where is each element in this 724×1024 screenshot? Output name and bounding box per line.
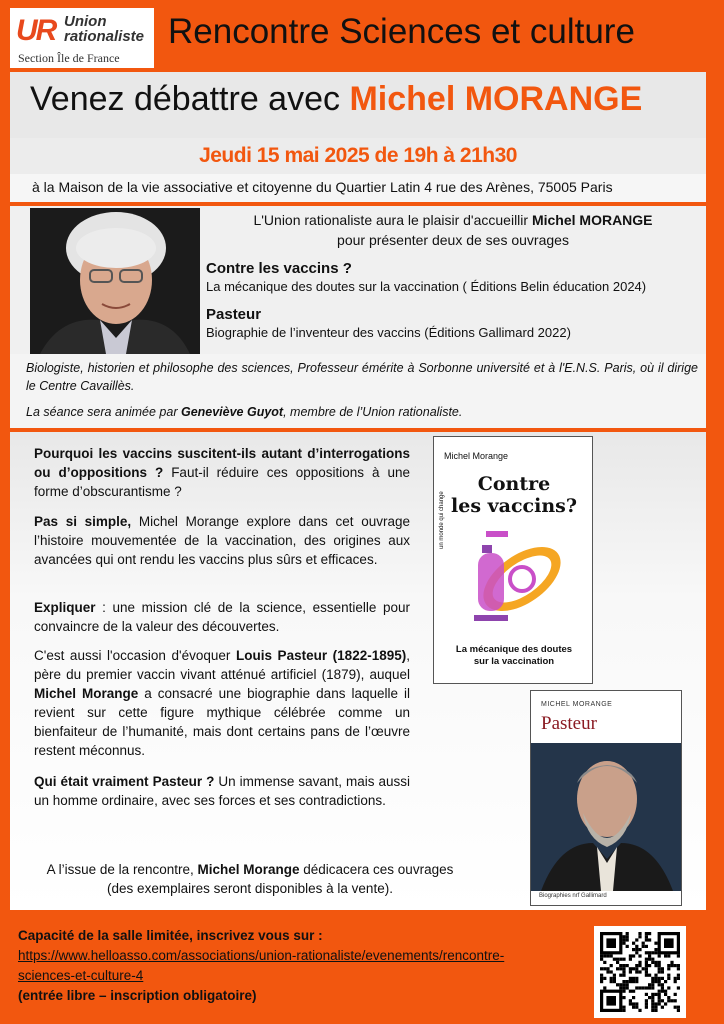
presentation-panel (10, 206, 706, 354)
paragraph-4: C'est aussi l'occasion d'évoquer Louis Pasteur (1822-1895), père du premier vaccin vivant atténué artificiel (1879), auquel Michel Morange a consacré une biographie dans laquelle il revient sur cette figure mythique célébrée comme un bienfaiteur de l’humanité, mais dont certains pans de l’œuvre restent méconnus. (34, 648, 410, 758)
pasteur-portrait (531, 743, 682, 891)
virus-syringe-illustration (460, 521, 570, 636)
book1-title: Contre les vaccins ? (206, 260, 352, 277)
book1-subtitle: La mécanique des doutes sur la vaccination ( Éditions Belin éducation 2024) (206, 279, 647, 294)
logo-section: Section Île de France (18, 51, 120, 65)
bio-panel (10, 354, 706, 428)
union-rationaliste-logo (10, 8, 154, 68)
capacity-notice: Capacité de la salle limitée, inscrivez vous sur : (18, 928, 323, 943)
moderator-line: La séance sera animée par Geneviève Guyot, membre de l’Union rationaliste. (26, 405, 463, 419)
entry-note: (entrée libre – inscription obligatoire) (18, 988, 257, 1003)
headline (30, 80, 642, 119)
logo-name: Union rationaliste (64, 13, 145, 45)
cover1-series: un monde qui change (439, 491, 445, 549)
speaker-portrait-image (30, 208, 200, 354)
headline-panel (10, 72, 706, 138)
paragraph-1: Pourquoi les vaccins suscitent-ils autant d’interrogations ou d’oppositions ? Faut-il réduire ces oppositions à une forme d’obscurantisme ? (34, 446, 410, 499)
paragraph-2: Pas si simple, Michel Morange explore dans cet ouvrage l’histoire mouvementée de la vaccination, des origines aux avancées qui ont rendu les vaccins plus sûrs et efficaces. (34, 514, 410, 567)
cover2-title: Pasteur (541, 713, 597, 734)
cover2-author: MICHEL MORANGE (541, 701, 613, 708)
logo-mark: UR (16, 14, 56, 47)
speaker-bio: Biologiste, historien et philosophe des sciences, Professeur émérite à Sorbonne université et à l'E.N.S. Paris, où il dirige le Centre Cavaillès. (26, 361, 698, 393)
closing-note: A l’issue de la rencontre, Michel Morange dédicacera ces ouvrages (des exemplaires seront disponibles à la vente). (46, 862, 454, 896)
event-venue: à la Maison de la vie associative et citoyenne du Quartier Latin 4 rue des Arènes, 75005 Paris (32, 179, 613, 195)
content-panel (10, 432, 706, 910)
speaker-photo (30, 208, 200, 354)
book-cover-contre-les-vaccins (433, 436, 593, 684)
paragraph-5: Qui était vraiment Pasteur ? Un immense savant, mais aussi un homme ordinaire, avec ses forces et ses contradictions. (34, 774, 410, 808)
qr-code-image (594, 926, 686, 1018)
book-cover-pasteur (530, 690, 682, 906)
headline-prefix: Venez débattre avec (30, 80, 341, 118)
page-title: Rencontre Sciences et culture (168, 12, 635, 51)
moderator-name: Geneviève Guyot (180, 405, 284, 419)
book2-title: Pasteur (206, 306, 262, 323)
book2-subtitle: Biographie de l’inventeur des vaccins (Éditions Gallimard 2022) (206, 325, 571, 340)
registration-info (18, 926, 588, 1006)
registration-link[interactable]: https://www.helloasso.com/associations/union-rationaliste/evenements/rencontre- sciences-et-culture-4 (18, 948, 505, 983)
event-date: Jeudi 15 mai 2025 de 19h à 21h30 (199, 144, 517, 167)
headline-speaker: Michel MORANGE (349, 80, 643, 118)
qr-code[interactable] (594, 926, 686, 1018)
cover2-publisher: Biographies nrf Gallimard (539, 893, 607, 899)
paragraph-3: Expliquer : une mission clé de la science, essentielle pour convaincre de la valeur des découvertes. (34, 600, 410, 634)
cover1-author: Michel Morange (444, 451, 509, 461)
venue-panel (10, 174, 706, 202)
pasteur-portrait-image (531, 743, 682, 891)
date-panel (10, 138, 706, 174)
presentation-intro: L'Union rationaliste aura le plaisir d'accueillir Michel MORANGE pour présenter deux de ses ouvrages (253, 212, 653, 248)
cover1-title: Contre les vaccins? (451, 473, 577, 517)
cover1-subtitle: La mécanique des doutes sur la vaccination (455, 644, 573, 667)
